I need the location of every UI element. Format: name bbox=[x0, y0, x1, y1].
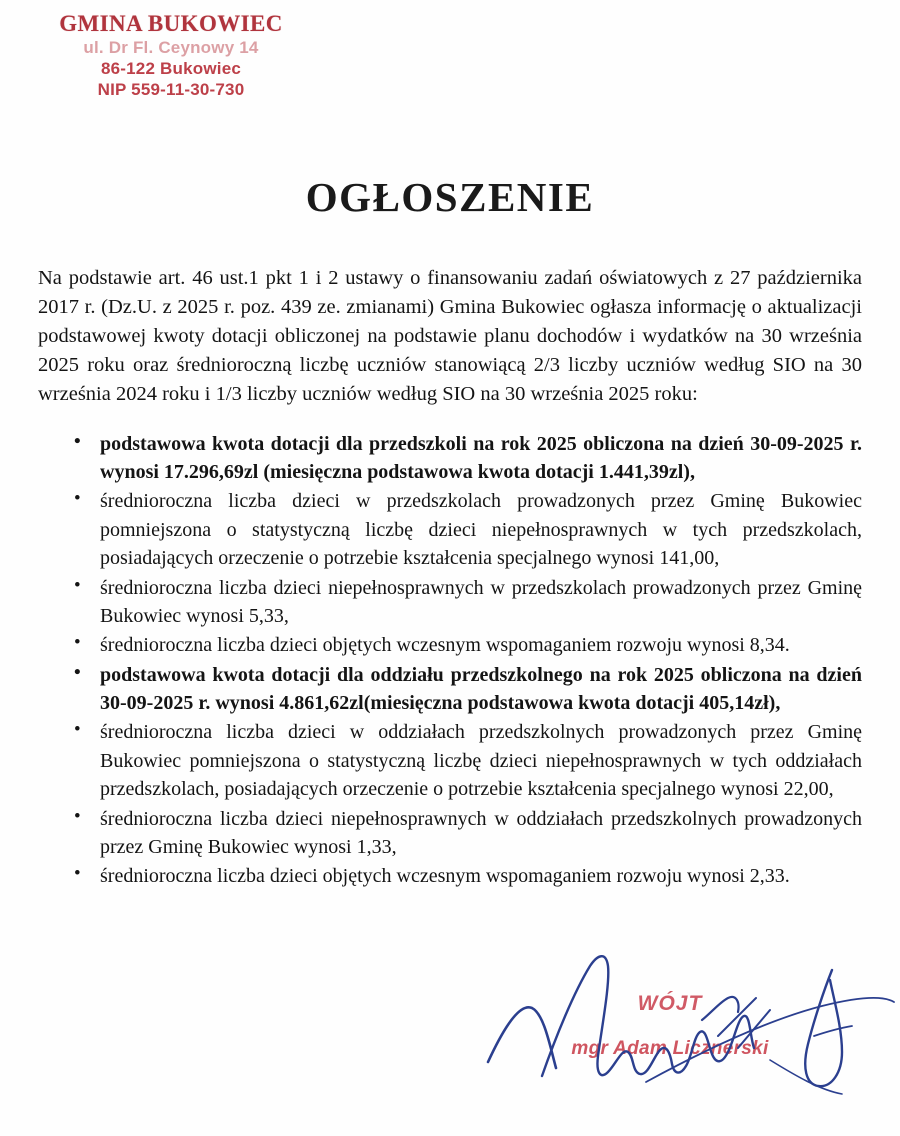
signature-block bbox=[470, 940, 900, 1105]
announcement-bullet-list bbox=[38, 430, 862, 891]
intro-paragraph: Na podstawie art. 46 ust.1 pkt 1 i 2 ustawy o finansowaniu zadań oświatowych z 27 października 2017 r. (Dz.U. z 2025 r. poz. 439 ze. zmianami) Gmina Bukowiec ogłasza informację o aktualizacji podstawowej kwoty dotacji obliczonej na podstawie planu dochodów i wydatków na 30 września 2025 roku oraz średnioroczną liczbę uczniów stanowiącą 2/3 liczby uczniów według SIO na 30 września 2024 roku i 1/3 liczby uczniów według SIO na 30 września 2025 roku: bbox=[38, 267, 862, 406]
list-item: • średnioroczna liczba dzieci niepełnosprawnych w przedszkolach prowadzonych przez Gminę Bukowiec wynosi 5,33, bbox=[38, 574, 862, 631]
header-stamp bbox=[36, 10, 306, 100]
signature-stamp-role: WÓJT bbox=[637, 992, 703, 1015]
stamp-postal-city: 86-122 Bukowiec bbox=[100, 59, 241, 79]
signature-stamp bbox=[525, 992, 815, 1060]
list-item: • średnioroczna liczba dzieci objętych wczesnym wspomaganiem rozwoju wynosi 8,34. bbox=[38, 631, 862, 659]
list-item: • średnioroczna liczba dzieci w przedszkolach prowadzonych przez Gminę Bukowiec pomniejszona o statystyczną liczbę dzieci niepełnosprawnych w tych przedszkolach, posiadających orzeczenie o potrzebie kształcenia specjalnego wynosi 141,00, bbox=[38, 487, 862, 572]
list-item: • podstawowa kwota dotacji dla oddziału przedszkolnego na rok 2025 obliczona na dzień 30-09-2025 r. wynosi 4.861,62zl(miesięczna podstawowa kwota dotacji 405,14zł), bbox=[38, 661, 862, 718]
page-title: OGŁOSZENIE bbox=[305, 174, 595, 221]
stamp-street-address: ul. Dr Fl. Ceynowy 14 bbox=[83, 38, 259, 58]
list-item: • średnioroczna liczba dzieci w oddziałach przedszkolnych prowadzonych przez Gminę Bukowiec pomniejszona o statystyczną liczbę dzieci niepełnosprawnych w tych oddziałach przedszkolach, posiadających orzeczenie o potrzebie kształcenia specjalnego wynosi 22,00, bbox=[38, 718, 862, 803]
document-body bbox=[38, 264, 862, 892]
stamp-nip-number: NIP 559-11-30-730 bbox=[97, 80, 245, 100]
list-item: • średnioroczna liczba dzieci niepełnosprawnych w oddziałach przedszkolnych prowadzonych przez Gminę Bukowiec wynosi 1,33, bbox=[38, 805, 862, 862]
list-item: • średnioroczna liczba dzieci objętych wczesnym wspomaganiem rozwoju wynosi 2,33. bbox=[38, 862, 862, 890]
stamp-organization-name: GMINA BUKOWIEC bbox=[59, 11, 283, 36]
signature-stamp-name: mgr Adam Licznerski bbox=[571, 1038, 769, 1059]
list-item: • podstawowa kwota dotacji dla przedszkoli na rok 2025 obliczona na dzień 30-09-2025 r. wynosi 17.296,69zl (miesięczna podstawowa kwota dotacji 1.441,39zl), bbox=[38, 430, 862, 487]
